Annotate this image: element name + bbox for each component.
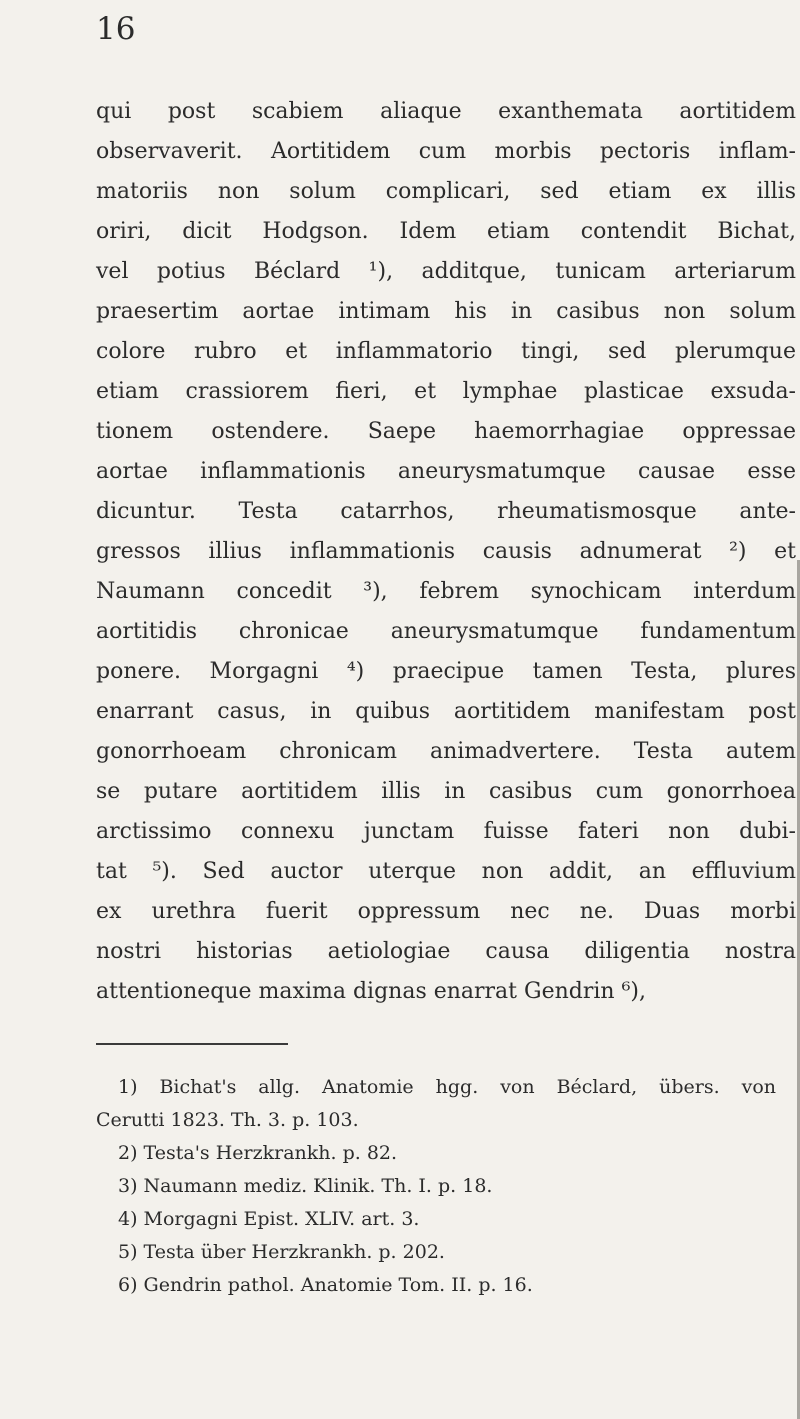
body-line: dicuntur. Testa catarrhos, rheumatismosque ante- <box>96 499 796 524</box>
body-line: se putare aortitidem illis in casibus cum gonorrhoea <box>96 779 796 804</box>
page-number: 16 <box>96 11 136 47</box>
body-line: gressos illius inflammationis causis adnumerat ²) et <box>96 539 796 564</box>
footnote-4: 4) Morgagni Epist. XLIV. art. 3. <box>118 1208 420 1230</box>
body-line: tat ⁵). Sed auctor uterque non addit, an effluvium <box>96 859 796 884</box>
body-line: ex urethra fuerit oppressum nec ne. Duas morbi <box>96 899 796 924</box>
body-line: ponere. Morgagni ⁴) praecipue tamen Testa, plures <box>96 659 796 684</box>
body-line: matoriis non solum complicari, sed etiam ex illis <box>96 179 796 204</box>
footnotes <box>96 1071 776 1302</box>
footnote-1-continued: Cerutti 1823. Th. 3. p. 103. <box>96 1109 359 1131</box>
footnote-1: 1) Bichat's allg. Anatomie hgg. von Béclard, übers. von <box>118 1076 776 1098</box>
footnote-3: 3) Naumann mediz. Klinik. Th. I. p. 18. <box>118 1175 493 1197</box>
body-line: arctissimo connexu junctam fuisse fateri non dubi- <box>96 819 796 844</box>
footnote-5: 5) Testa über Herzkrankh. p. 202. <box>118 1241 445 1263</box>
body-text <box>96 92 796 1012</box>
body-line: aortae inflammationis aneurysmatumque causae esse <box>96 459 796 484</box>
body-line: oriri, dicit Hodgson. Idem etiam contendit Bichat, <box>96 219 796 244</box>
body-line: observaverit. Aortitidem cum morbis pectoris inflam- <box>96 139 796 164</box>
body-line: Naumann concedit ³), febrem synochicam interdum <box>96 579 796 604</box>
body-line: tionem ostendere. Saepe haemorrhagiae oppressae <box>96 419 796 444</box>
body-line: vel potius Béclard ¹), additque, tunicam arteriarum <box>96 259 796 284</box>
body-line: praesertim aortae intimam his in casibus non solum <box>96 299 796 324</box>
body-line: qui post scabiem aliaque exanthemata aortitidem <box>96 99 796 124</box>
footnote-6: 6) Gendrin pathol. Anatomie Tom. II. p. 16. <box>118 1274 533 1296</box>
body-line: aortitidis chronicae aneurysmatumque fundamentum <box>96 619 796 644</box>
body-line: gonorrhoeam chronicam animadvertere. Testa autem <box>96 739 796 764</box>
body-line: nostri historias aetiologiae causa diligentia nostra <box>96 939 796 964</box>
body-line: attentioneque maxima dignas enarrat Gendrin ⁶), <box>96 979 646 1004</box>
body-line: enarrant casus, in quibus aortitidem manifestam post <box>96 699 796 724</box>
body-line: etiam crassiorem fieri, et lymphae plasticae exsuda- <box>96 379 796 404</box>
footnote-divider <box>96 1043 288 1045</box>
footnote-2: 2) Testa's Herzkrankh. p. 82. <box>118 1142 398 1164</box>
body-line: colore rubro et inflammatorio tingi, sed plerumque <box>96 339 796 364</box>
